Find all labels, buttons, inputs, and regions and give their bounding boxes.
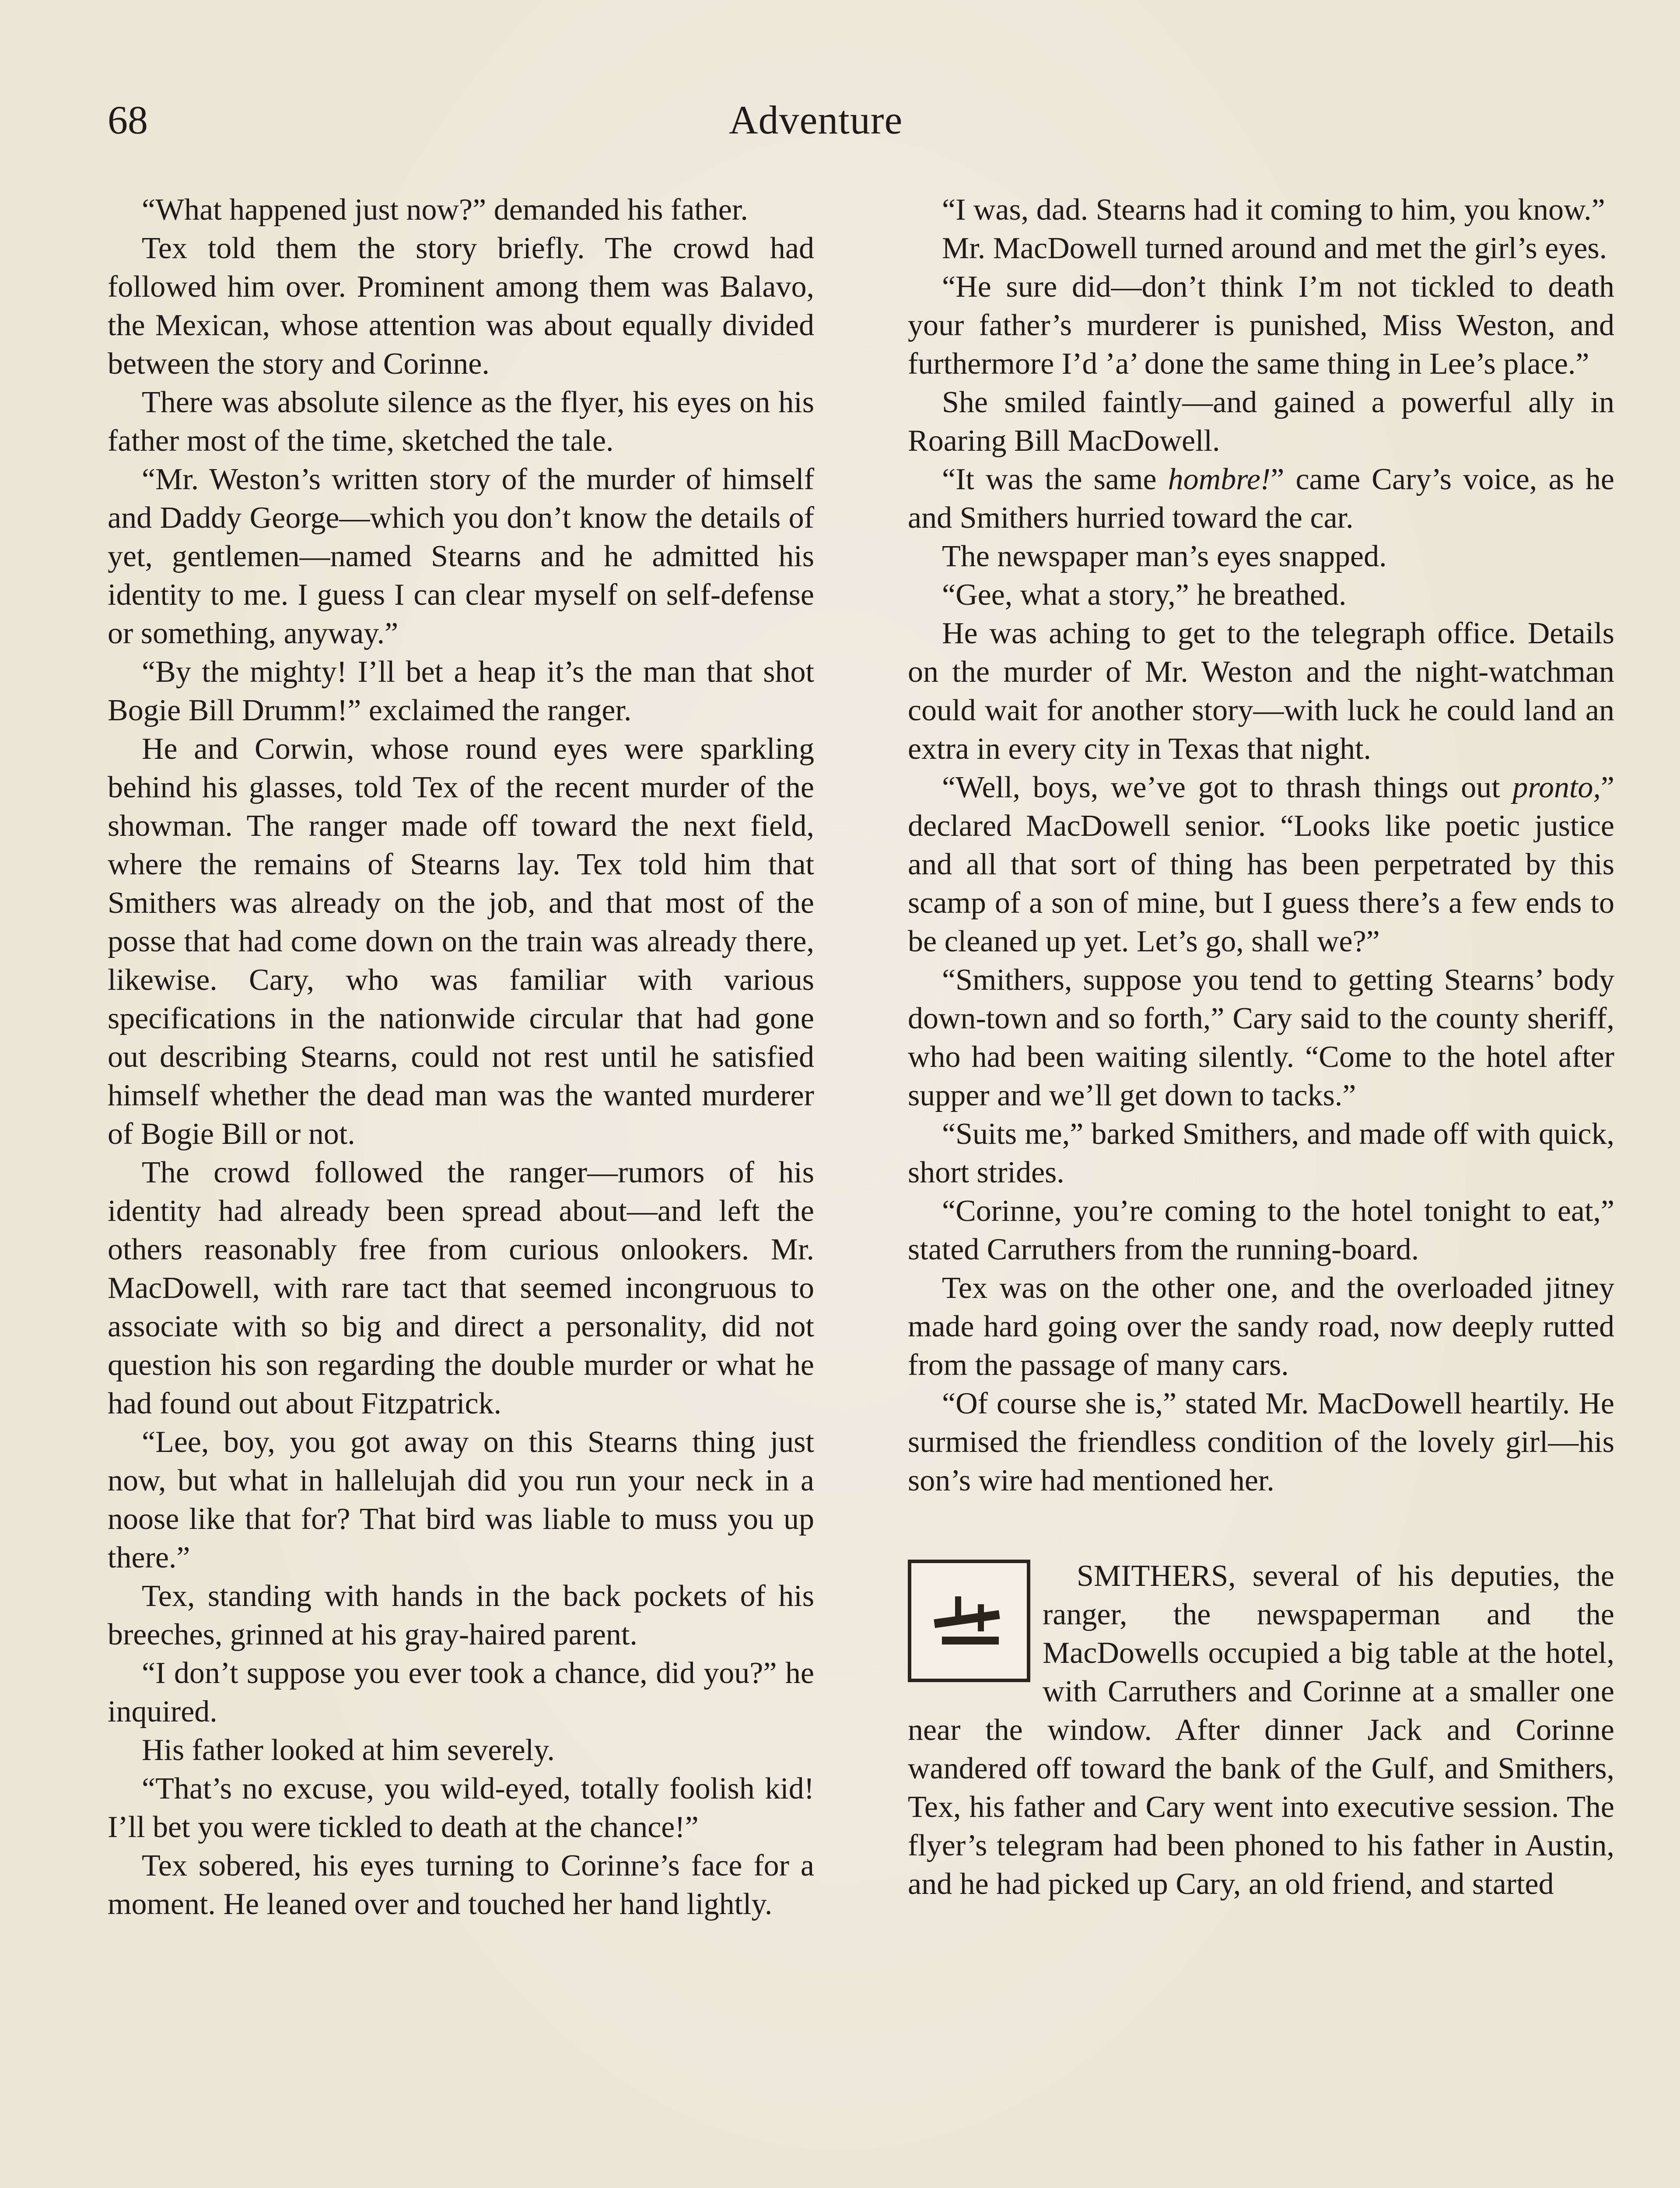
page-number: 68 [108,98,148,142]
paragraph: “I don’t suppose you ever took a chance, did you?” he inquired. [108,1656,814,1729]
drop-cap-paragraph: SMITHERS, several of his deputies, the ranger, the newspaperman and the MacDowells occupied a big table at the hotel, with Carruthers and Corinne at a smaller one near the window. After dinner Jack and Corinne wandered off toward the bank of the Gulf, and Smithers, Tex, his father and Cary went into executive session. The flyer’s telegram had been phoned to his father in Austin, and he had picked up Cary, an old friend, and started [908,1559,1614,1901]
illustrated-section [908,1557,1614,1904]
drop-cap-detail [942,1637,999,1645]
paragraph: There was absolute silence as the flyer, his eyes on his father most of the time, sketched the tale. [108,386,814,458]
text-columns [108,191,1614,2188]
text-segment: ” came Cary’s voice, as he and Smithers hurried toward the car. [908,463,1614,535]
paragraph: Tex sobered, his eyes turning to Corinne’s face for a moment. He leaned over and touched her hand lightly. [108,1849,814,1921]
paragraph: Tex told them the story briefly. The crowd had followed him over. Prominent among them was Balavo, the Mexican, whose attention was about equally divided between the story and Corinne. [108,231,814,381]
paragraph: The newspaper man’s eyes snapped. [942,540,1387,573]
paragraph: “By the mighty! I’ll bet a heap it’s the man that shot Bogie Bill Drumm!” exclaimed the ranger. [108,655,814,727]
right-column [908,191,1614,2188]
paragraph [908,460,1614,537]
section-break [908,1500,1614,1557]
text-segment: ” declared MacDowell senior. “Looks like poetic justice and all that sort of thing has been perpetrated by this scamp of a son of mine, but I guess there’s a few ends to be cleaned up yet. Let’s go, shall we?” [908,771,1614,958]
paragraph [908,768,1614,961]
paragraph: “What happened just now?” demanded his father. [142,193,748,227]
decorative-drop-cap-icon [908,1560,1030,1682]
italic-word: hombre! [1168,463,1271,496]
paragraph: “Corinne, you’re coming to the hotel tonight to eat,” stated Carruthers from the running-board. [908,1194,1614,1266]
paragraph: “Gee, what a story,” he breathed. [942,578,1347,612]
paragraph: “He sure did—don’t think I’m not tickled to death your father’s murderer is punished, Miss Weston, and furthermore I’d ’a’ done the same thing in Lee’s place.” [908,270,1614,381]
text-segment: “It was the same [942,463,1168,496]
text-segment: “Well, boys, we’ve got to thrash things out [942,771,1513,804]
italic-word: pronto, [1512,771,1601,804]
paragraph: “Lee, boy, you got away on this Stearns thing just now, but what in hallelujah did you run your neck in a noose like that for? That bird was liable to muss you up there.” [108,1425,814,1574]
paragraph: “Suits me,” barked Smithers, and made off with quick, short strides. [908,1117,1614,1189]
paragraph: “I was, dad. Stearns had it coming to him, you know.” [942,193,1605,227]
page-header [108,91,1614,157]
magazine-title: Adventure [729,98,903,142]
paragraph: His father looked at him severely. [142,1733,555,1767]
paragraph: “Mr. Weston’s written story of the murder of himself and Daddy George—which you don’t know the details of yet, gentlemen—named Stearns and he admitted his identity to me. I guess I can clear myself on self-defense or something, anyway.” [108,463,814,650]
paragraph: She smiled faintly—and gained a powerful ally in Roaring Bill MacDowell. [908,386,1614,458]
left-column [108,191,814,2188]
paragraph: “Smithers, suppose you tend to getting Stearns’ body down-town and so forth,” Cary said to the county sheriff, who had been waiting silently. “Come to the hotel after supper and we’ll get down to tacks.” [908,963,1614,1112]
paragraph: “Of course she is,” stated Mr. MacDowell heartily. He surmised the friendless condition of the lovely girl—his son’s wire had mentioned her. [908,1387,1614,1497]
paragraph: Tex was on the other one, and the overloaded jitney made hard going over the sandy road, now deeply rutted from the passage of many cars. [908,1271,1614,1382]
paragraph: “That’s no excuse, you wild-eyed, totally foolish kid! I’ll bet you were tickled to death at the chance!” [108,1772,814,1844]
paragraph: Mr. MacDowell turned around and met the girl’s eyes. [942,231,1607,265]
paragraph: He and Corwin, whose round eyes were sparkling behind his glasses, told Tex of the recent murder of the showman. The ranger made off toward the next field, where the remains of Stearns lay. Tex told him that Smithers was already on the job, and that most of the posse that had come down on the train was already there, likewise. Cary, who was familiar with various specifications in the nationwide circular that had gone out describing Stearns, could not rest until he satisfied himself whether the dead man was the wanted murderer of Bogie Bill or not. [108,732,814,1151]
paragraph: He was aching to get to the telegraph office. Details on the murder of Mr. Weston and the night-watchman could wait for another story—with luck he could land an extra in every city in Texas that night. [908,617,1614,766]
paragraph: The crowd followed the ranger—rumors of his identity had already been spread about—and left the others reasonably free from curious onlookers. Mr. MacDowell, with rare tact that seemed incongruous to associate with so big and direct a personality, did not question his son regarding the double murder or what he had found out about Fitzpatrick. [108,1156,814,1420]
paragraph: Tex, standing with hands in the back pockets of his breeches, grinned at his gray-haired parent. [108,1579,814,1652]
